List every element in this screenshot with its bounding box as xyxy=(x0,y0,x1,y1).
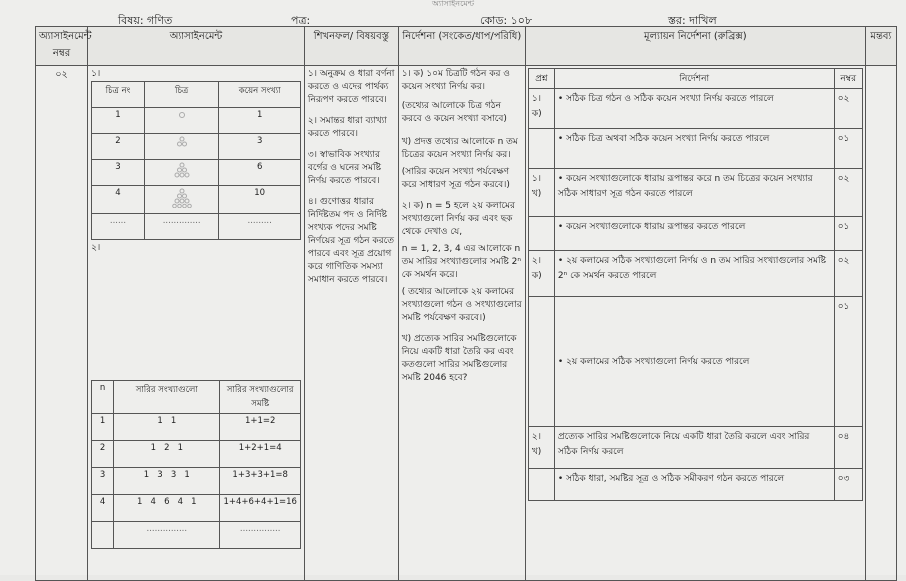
eval-marks: ০৩ xyxy=(834,469,862,501)
col-assignment-no: অ্যাসাইনমেন্ট নম্বর xyxy=(36,27,88,66)
coin-table-header: চিত্র নং xyxy=(92,82,145,108)
learning-outcomes xyxy=(304,66,398,581)
eval-question: ১। ক) xyxy=(528,89,554,129)
coin-table-cell: 10 xyxy=(219,186,300,214)
eval-marks: ০১ xyxy=(834,217,862,251)
col-assignment: অ্যাসাইনমেন্ট xyxy=(88,27,305,66)
eval-header-marks: নম্বর xyxy=(834,69,862,89)
eval-marks: ০১ xyxy=(834,297,862,427)
eval-question xyxy=(528,469,554,501)
pascal-table-header: সারির সংখ্যাগুলোর সমষ্টি xyxy=(220,381,300,414)
coin-table-cell: 1 xyxy=(219,108,300,134)
col-outcomes: শিখনফল/ বিষয়বস্তু xyxy=(304,27,398,66)
pascal-table-cell: 1 3 3 1 xyxy=(114,468,220,495)
col-remarks: মন্তব্য xyxy=(865,27,896,66)
instruction-2a-note: ( তথ্যের আলোকে ২য় কলামের সংখ্যাগুলো গঠন ও সংখ্যাগুলোর সমষ্টি পর্যবেক্ষণ করবে।) xyxy=(401,287,522,323)
assignment-table xyxy=(35,26,897,581)
eval-marks: ০২ xyxy=(834,251,862,297)
pascal-table-cell xyxy=(92,522,114,549)
eval-criterion: • কয়েন সংখ্যাগুলোকে ধারায় রূপান্তর করতে পারলে xyxy=(554,217,834,251)
instruction-1b: খ) প্রদত্ত তথ্যের আলোকে n তম চিত্রের কয়েন সংখ্যা নির্ণয় কর। xyxy=(401,137,518,160)
eval-marks: ০১ xyxy=(834,129,862,169)
top-title: অ্যাসাইনমেন্ট xyxy=(431,0,475,8)
coin-table-cell: 1 xyxy=(92,108,145,134)
eval-marks: ০২ xyxy=(834,169,862,217)
instructions xyxy=(398,66,525,581)
level-label: স্তর: দাখিল xyxy=(668,14,717,27)
coin-figure-3 xyxy=(144,160,219,186)
eval-criterion: • ২য় কলামের সঠিক সংখ্যাগুলো নির্ণয় করতে পারলে xyxy=(554,297,834,427)
paper-label: পত্র: xyxy=(291,14,311,27)
pascal-table-cell: 1 2 1 xyxy=(114,441,220,468)
assignment-content xyxy=(88,66,305,581)
eval-question xyxy=(528,297,554,427)
eval-header-instruction: নির্দেশনা xyxy=(554,69,834,89)
pascal-table-cell: 1+1=2 xyxy=(220,414,300,441)
eval-question: ১। খ) xyxy=(528,169,554,217)
eval-criterion: • সঠিক ধারা, সমষ্টির সূত্র ও সঠিক সমীকরণ গঠন করতে পারলে xyxy=(554,469,834,501)
coin-table-cell: 2 xyxy=(92,134,145,160)
eval-question xyxy=(528,217,554,251)
coin-table-cell: ...... xyxy=(92,214,145,240)
code-label: কোড: ১০৮ xyxy=(480,14,533,27)
pascal-table-cell: 1+4+6+4+1=16 xyxy=(220,495,300,522)
coin-table-cell: 6 xyxy=(219,160,300,186)
pascal-table-cell: 3 xyxy=(92,468,114,495)
evaluation-table xyxy=(528,68,863,501)
coin-figure-1 xyxy=(144,108,219,134)
coin-table-header: কয়েন সংখ্যা xyxy=(219,82,300,108)
pascal-table-cell: 1+2+1=4 xyxy=(220,441,300,468)
outcome-3: ৩। স্বাভাবিক সংখ্যার বর্গের ও ঘনের সমষ্টি নির্ণয় করতে পারবে। xyxy=(307,150,382,186)
eval-question xyxy=(528,129,554,169)
instruction-2a-detail: n = 1, 2, 3, 4 এর আলোকে n তম সারির সংখ্যাগুলোর সমষ্টি 2ⁿ কে সমর্থন করে। xyxy=(401,244,521,280)
pascal-table-header: সারির সংখ্যাগুলো xyxy=(114,381,220,414)
pascal-table-cell: ............... xyxy=(220,522,300,549)
coin-figure-2 xyxy=(144,134,219,160)
pascal-table-cell: 1 1 xyxy=(114,414,220,441)
assignment-number: ০২ xyxy=(36,66,88,581)
outcome-4: ৪। গুণোত্তর ধারার নির্দিষ্টতম পদ ও নির্দিষ্ট সংখ্যক পদের সমষ্টি নির্ণয়ের সূত্র গঠন করতে পারবে এবং সূত্র প্রয়োগ করে গাণিতিক সমস্যা সমাধান করতে পারবে। xyxy=(307,197,395,285)
evaluation-cell xyxy=(525,66,865,581)
coin-figure-4 xyxy=(144,186,219,214)
eval-criterion: • ২য় কলামের সঠিক সংখ্যাগুলো নির্ণয় ও n তম সারির সংখ্যাগুলোর সমষ্টি 2ⁿ কে সমর্থন করতে পারলে xyxy=(554,251,834,297)
coin-table-cell: 3 xyxy=(219,134,300,160)
eval-criterion: • সঠিক চিত্র গঠন ও সঠিক কয়েন সংখ্যা নির্ণয় করতে পারলে xyxy=(554,89,834,129)
question-2-label: ২। xyxy=(91,243,101,253)
coin-table-cell: ......... xyxy=(219,214,300,240)
pascal-table-cell: 1 xyxy=(92,414,114,441)
instruction-1a: ১। ক) ১০ম চিত্রটি গঠন কর ও কয়েন সংখ্যা নির্ণয় কর। xyxy=(401,69,510,92)
eval-question: ২। ক) xyxy=(528,251,554,297)
remarks-cell xyxy=(865,66,896,581)
question-1-label: ১। xyxy=(91,69,101,79)
pascal-table xyxy=(91,380,301,549)
outcome-1: ১। অনুক্রম ও ধারা বর্ণনা করতে ও এদের পার্থক্য নিরূপণ করতে পারবে। xyxy=(307,69,395,105)
instruction-2a: ২। ক) n = 5 হলে ২য় কলামের সংখ্যাগুলো নির্ণয় কর এবং ছক থেকে দেখাও যে, xyxy=(401,201,515,237)
col-evaluation: মূল্যায়ন নির্দেশনা (রুব্রিক্স) xyxy=(525,27,865,66)
coin-table-cell: 4 xyxy=(92,186,145,214)
eval-criterion: প্রত্যেক সারির সমষ্টিগুলোকে নিয়ে একটি ধারা তৈরি করলে এবং সারির সঠিক নির্ণয় করলে xyxy=(554,427,834,469)
eval-marks: ০৪ xyxy=(834,427,862,469)
pascal-table-cell: 2 xyxy=(92,441,114,468)
subject-label: বিষয়: গণিত xyxy=(118,14,173,27)
instruction-1b-note: (সারির কয়েন সংখ্যা পর্যবেক্ষণ করে সাধারণ সূত্র গঠন করবে।) xyxy=(401,167,510,190)
coin-table-cell: 3 xyxy=(92,160,145,186)
col-instructions: নির্দেশনা (সংকেত/ধাপ/পরিধি) xyxy=(398,27,525,66)
eval-marks: ০২ xyxy=(834,89,862,129)
outcome-2: ২। সমান্তর ধারা ব্যাখ্যা করতে পারবে। xyxy=(307,116,387,139)
coin-table-cell: .............. xyxy=(144,214,219,240)
eval-question: ২। খ) xyxy=(528,427,554,469)
pascal-table-header: n xyxy=(92,381,114,414)
pascal-table-cell: 1+3+3+1=8 xyxy=(220,468,300,495)
pascal-table-cell: 4 xyxy=(92,495,114,522)
instruction-1a-note: (তথ্যের আলোকে চিত্র গঠন করবে ও কয়েন সংখ্যা বসাবে) xyxy=(401,101,507,124)
pascal-table-cell: ............... xyxy=(114,522,220,549)
coin-table xyxy=(91,81,301,240)
eval-criterion: • কয়েন সংখ্যাগুলোকে ধারায় রূপান্তর করে n তম চিত্রের কয়েন সংখ্যার সঠিক সাধারণ সূত্র গঠন করতে পারলে xyxy=(554,169,834,217)
eval-header-question: প্রশ্ন xyxy=(528,69,554,89)
coin-table-header: চিত্র xyxy=(144,82,219,108)
eval-criterion: • সঠিক চিত্র অথবা সঠিক কয়েন সংখ্যা নির্ণয় করতে পারলে xyxy=(554,129,834,169)
instruction-2b: খ) প্রত্যেক সারির সমষ্টিগুলোকে নিয়ে একটি ধারা তৈরি কর এবং কতগুলো সারির সমষ্টিগুলোর সমষ্টি 2046 হবে? xyxy=(401,334,517,383)
pascal-table-cell: 1 4 6 4 1 xyxy=(114,495,220,522)
